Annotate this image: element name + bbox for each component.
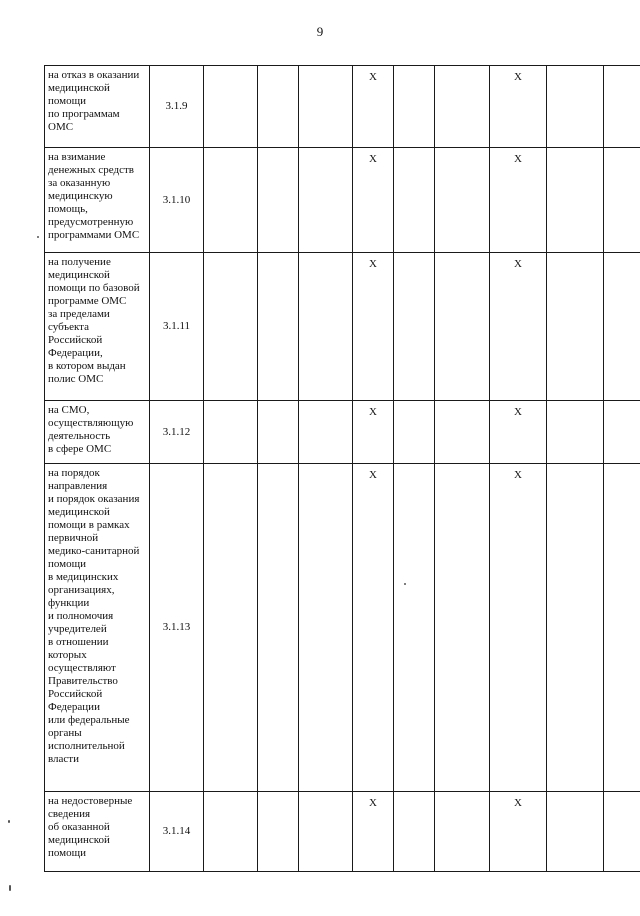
table-cell: [204, 148, 258, 253]
table-cell: [547, 148, 604, 253]
row-code: 3.1.13: [150, 464, 204, 792]
table-cell: [604, 401, 640, 464]
scan-speck: [404, 583, 406, 585]
table-cell: [258, 792, 299, 872]
row-code: 3.1.12: [150, 401, 204, 464]
table-cell-mark: X: [353, 148, 394, 253]
table-cell: [258, 66, 299, 148]
table-cell: [394, 401, 435, 464]
row-description: на порядок направления и порядок оказания медицинской помощи в рамках первичной медико-санитарной помощи в медицинских организациях, функции и полномочия учредителей в отношении которых осуществляют Правительство Российской Федерации или федеральные органы исполнительной власти: [45, 464, 150, 792]
table-cell-mark: X: [353, 464, 394, 792]
table-cell: [547, 792, 604, 872]
scan-speck: [8, 820, 10, 823]
table-cell-mark: X: [490, 792, 547, 872]
table-row: [45, 401, 640, 464]
table-cell: [435, 464, 490, 792]
table-cell: [299, 148, 353, 253]
row-code: 3.1.9: [150, 66, 204, 148]
row-description: на отказ в оказании медицинской помощи по программам ОМС: [45, 66, 150, 148]
table-cell-mark: X: [490, 464, 547, 792]
table-cell: [258, 401, 299, 464]
table-cell: [258, 253, 299, 401]
table-cell: [394, 66, 435, 148]
table-cell: [299, 253, 353, 401]
table-cell: [604, 148, 640, 253]
table-cell: [299, 401, 353, 464]
table-cell: [547, 253, 604, 401]
table-cell-mark: X: [353, 792, 394, 872]
table-cell-mark: X: [490, 148, 547, 253]
table-cell: [258, 464, 299, 792]
table-row: [45, 464, 640, 792]
table-cell-mark: X: [490, 66, 547, 148]
row-description: на получение медицинской помощи по базовой программе ОМС за пределами субъекта Российской Федерации, в котором выдан полис ОМС: [45, 253, 150, 401]
table-cell: [394, 792, 435, 872]
table-row: [45, 792, 640, 872]
table-cell: [299, 792, 353, 872]
row-code: 3.1.14: [150, 792, 204, 872]
table-cell-mark: X: [353, 253, 394, 401]
table-row: [45, 66, 640, 148]
row-description: на недостоверные сведения об оказанной медицинской помощи: [45, 792, 150, 872]
scan-speck: [37, 236, 39, 238]
table-cell: [547, 464, 604, 792]
table-cell: [435, 148, 490, 253]
table-cell: [604, 464, 640, 792]
table-cell: [604, 253, 640, 401]
report-table: [44, 65, 640, 872]
table-cell: [435, 401, 490, 464]
table-cell: [435, 792, 490, 872]
row-description: на СМО, осуществляющую деятельность в сфере ОМС: [45, 401, 150, 464]
table-cell: [258, 148, 299, 253]
table-cell: [435, 253, 490, 401]
table-cell: [204, 401, 258, 464]
table-cell: [547, 401, 604, 464]
table-cell: [299, 66, 353, 148]
scan-speck: [9, 885, 11, 891]
table-cell: [204, 66, 258, 148]
table-cell: [435, 66, 490, 148]
table-cell: [299, 464, 353, 792]
table-cell-mark: X: [353, 401, 394, 464]
table-cell: [604, 792, 640, 872]
row-description: на взимание денежных средств за оказанную медицинскую помощь, предусмотренную программами ОМС: [45, 148, 150, 253]
row-code: 3.1.10: [150, 148, 204, 253]
table-cell: [204, 253, 258, 401]
table-cell: [394, 464, 435, 792]
table-row: [45, 148, 640, 253]
table-cell-mark: X: [490, 401, 547, 464]
table-cell-mark: X: [490, 253, 547, 401]
table-cell: [204, 464, 258, 792]
page-number: 9: [316, 24, 324, 39]
table-cell: [604, 66, 640, 148]
table-cell: [547, 66, 604, 148]
table-cell: [394, 148, 435, 253]
table-cell-mark: X: [353, 66, 394, 148]
table-cell: [204, 792, 258, 872]
row-code: 3.1.11: [150, 253, 204, 401]
table-row: [45, 253, 640, 401]
table-cell: [394, 253, 435, 401]
